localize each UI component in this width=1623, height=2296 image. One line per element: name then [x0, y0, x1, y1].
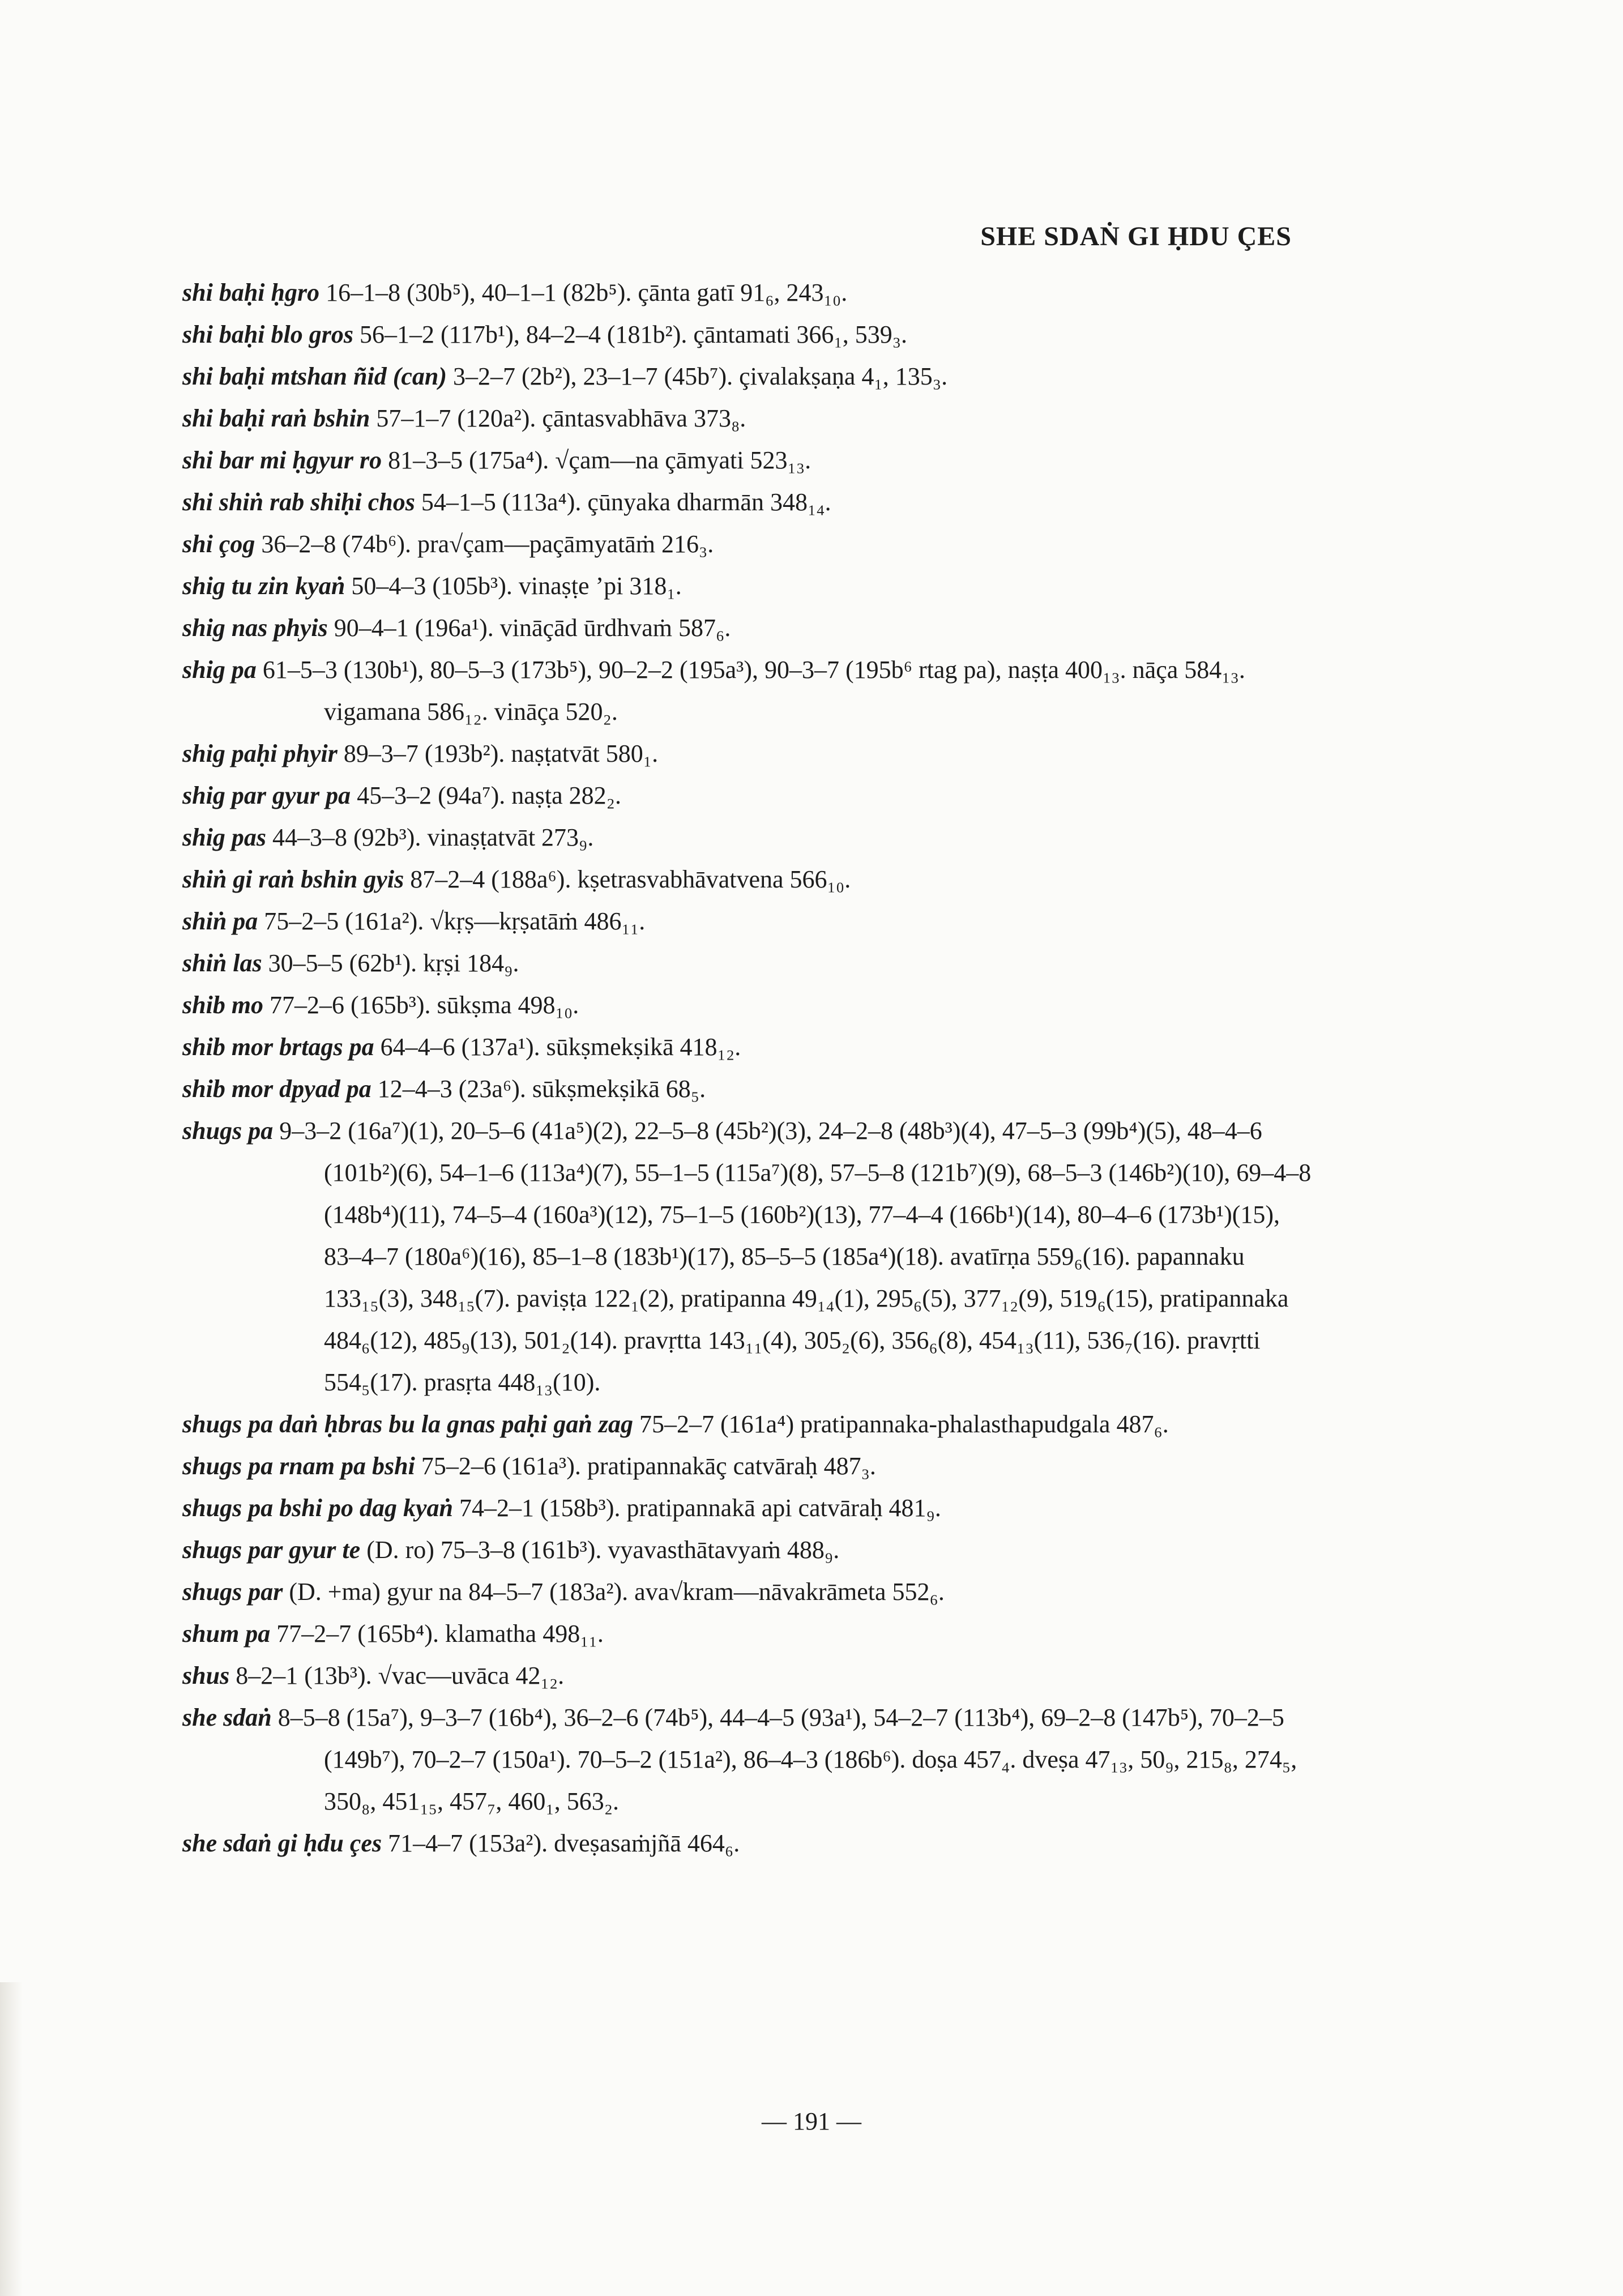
entry-term: shugs pa — [182, 1117, 274, 1145]
entry-term: shugs par — [182, 1578, 283, 1606]
entry-text: 44–3–8 (92b³). vinaṣṭatvāt 273₉. — [266, 823, 594, 851]
entry-text: 75–2–5 (161a²). √kṛṣ—kṛṣatāṁ 486₁₁. — [258, 907, 646, 935]
entry-term: shi baḥi ḥgro — [182, 279, 320, 306]
entry-term: shum pa — [182, 1620, 271, 1648]
entry — [182, 272, 1315, 314]
entry-text: 36–2–8 (74b⁶). pra√çam—paçāmyatāṁ 216₃. — [255, 530, 714, 558]
entry-term: shiṅ gi raṅ bshin gyis — [182, 865, 404, 893]
entry — [182, 984, 1315, 1026]
entry-term: shus — [182, 1662, 230, 1689]
entry-text: 12–4–3 (23a⁶). sūkṣmekṣikā 68₅. — [371, 1075, 706, 1103]
entry — [182, 1445, 1315, 1487]
entry — [182, 1487, 1315, 1529]
dictionary-entries — [182, 272, 1315, 1864]
entry — [182, 356, 1315, 398]
entry-text: 64–4–6 (137a¹). sūkṣmekṣikā 418₁₂. — [374, 1033, 741, 1061]
entry-term: shig pa — [182, 656, 257, 684]
entry-text: 77–2–6 (165b³). sūkṣma 498₁₀. — [263, 991, 579, 1019]
entry — [182, 1613, 1315, 1655]
entry — [182, 775, 1315, 817]
entry-term: shi baḥi blo gros — [182, 321, 353, 348]
entry-term: shugs pa bshi po dag kyaṅ — [182, 1494, 454, 1522]
entry-text: 75–2–7 (161a⁴) pratipannaka-phalasthapudgala 487₆. — [633, 1410, 1169, 1438]
entry-text: 9–3–2 (16a⁷)(1), 20–5–6 (41a⁵)(2), 22–5–8 (45b²)(3), 24–2–8 (48b³)(4), 47–5–3 (99b⁴)(5), 48–4–6 (101b²)(6), 54–1–6 (113a⁴)(7), 55–1–5 (115a⁷)(8), 57–5–8 (121b⁷)(9), 68–5–3 (146b²)(10), 69–4–8 (148b⁴)(11), 74–5–4 (160a³)(12), 75–1–5 (160b²)(13), 77–4–4 (166b¹)(14), 80–4–6 (173b¹)(15), 83–4–7 (180a⁶)(16), 85–1–8 (183b¹)(17), 85–5–5 (185a⁴)(18). avatīrṇa 559₆(16). papannaku 133₁₅(3), 348₁₅(7). paviṣṭa 122₁(2), pratipanna 49₁₄(1), 295₆(5), 377₁₂(9), 519₆(15), pratipannaka 484₆(12), 485₉(13), 501₂(14). pravṛtta 143₁₁(4), 305₂(6), 356₆(8), 454₁₃(11), 536₇(16). pravṛtti 554₅(17). prasṛta 448₁₃(10). — [273, 1117, 1312, 1396]
page-number: — 191 — — [762, 2107, 861, 2135]
entry — [182, 1697, 1315, 1823]
entry-text: 77–2–7 (165b⁴). klamatha 498₁₁. — [270, 1620, 604, 1648]
entry-text: 87–2–4 (188a⁶). kṣetrasvabhāvatvena 566₁₀. — [404, 865, 851, 893]
entry-text: 45–3–2 (94a⁷). naṣṭa 282₂. — [351, 782, 621, 809]
entry-term: shi çog — [182, 530, 255, 558]
entry — [182, 481, 1315, 523]
entry-term: shi shiṅ rab shiḥi chos — [182, 488, 415, 516]
entry — [182, 1110, 1315, 1403]
scan-edge — [0, 1982, 23, 2296]
entry-term: she sdaṅ gi ḥdu çes — [182, 1829, 382, 1857]
entry-text: 50–4–3 (105b³). vinaṣṭe ’pi 318₁. — [345, 572, 682, 600]
entry-term: shugs pa rnam pa bshi — [182, 1452, 415, 1480]
entry-term: shig nas phyis — [182, 614, 328, 642]
entry-text: 8–2–1 (13b³). √vac—uvāca 42₁₂. — [229, 1662, 565, 1689]
entry — [182, 1403, 1315, 1445]
entry-text: 74–2–1 (158b³). pratipannakā api catvāraḥ 481₉. — [453, 1494, 941, 1522]
entry — [182, 817, 1315, 859]
entry — [182, 733, 1315, 775]
running-header: SHE SDAṄ GI ḤDU ÇES — [980, 221, 1292, 251]
entry-term: shig paḥi phyir — [182, 740, 338, 767]
entry — [182, 1068, 1315, 1110]
entry-text: (D. +ma) gyur na 84–5–7 (183a²). ava√kram—nāvakrāmeta 552₆. — [283, 1578, 945, 1606]
entry-term: shig tu zin kyaṅ — [182, 572, 345, 600]
entry-text: 8–5–8 (15a⁷), 9–3–7 (16b⁴), 36–2–6 (74b⁵), 44–4–5 (93a¹), 54–2–7 (113b⁴), 69–2–8 (147b⁵), 70–2–5 (149b⁷), 70–2–7 (150a¹). 70–5–2 (151a²), 86–4–3 (186b⁶). doṣa 457₄. dveṣa 47₁₃, 50₉, 215₈, 274₅, 350₈, 451₁₅, 457₇, 460₁, 563₂. — [271, 1704, 1297, 1815]
entry-term: shi bar mi ḥgyur ro — [182, 446, 382, 474]
entry-term: shig par gyur pa — [182, 782, 351, 809]
entry-text: 89–3–7 (193b²). naṣṭatvāt 580₁. — [337, 740, 659, 767]
entry — [182, 439, 1315, 481]
entry-term: shib mor brtags pa — [182, 1033, 374, 1061]
entry-term: shib mor dpyad pa — [182, 1075, 371, 1103]
entry — [182, 607, 1315, 649]
entry-text: (D. ro) 75–3–8 (161b³). vyavasthātavyaṁ 488₉. — [360, 1536, 840, 1564]
entry-text: 54–1–5 (113a⁴). çūnyaka dharmān 348₁₄. — [415, 488, 831, 516]
entry-term: shugs pa daṅ ḥbras bu la gnas paḥi gaṅ zag — [182, 1410, 633, 1438]
entry — [182, 398, 1315, 439]
entry-text: 71–4–7 (153a²). dveṣasaṁjñā 464₆. — [382, 1829, 740, 1857]
entry-term: shi baḥi raṅ bshin — [182, 404, 370, 432]
entry — [182, 314, 1315, 356]
entry — [182, 523, 1315, 565]
entry-text: 57–1–7 (120a²). çāntasvabhāva 373₈. — [370, 404, 746, 432]
entry-text: 90–4–1 (196a¹). vināçād ūrdhvaṁ 587₆. — [327, 614, 731, 642]
entry — [182, 1655, 1315, 1697]
entry-term: shiṅ las — [182, 949, 262, 977]
entry-term: shi baḥi mtshan ñid (can) — [182, 362, 447, 390]
entry-text: 81–3–5 (175a⁴). √çam—na çāmyati 523₁₃. — [382, 446, 812, 474]
entry — [182, 859, 1315, 901]
entry-term: shig pas — [182, 823, 266, 851]
entry — [182, 649, 1315, 733]
entry-term: shib mo — [182, 991, 264, 1019]
entry-text: 16–1–8 (30b⁵), 40–1–1 (82b⁵). çānta gatī 91₆, 243₁₀. — [319, 279, 848, 306]
entry — [182, 1026, 1315, 1068]
entry — [182, 1823, 1315, 1864]
entry-term: she sdaṅ — [182, 1704, 272, 1731]
entry-text: 75–2–6 (161a³). pratipannakāç catvāraḥ 487₃. — [415, 1452, 876, 1480]
entry — [182, 901, 1315, 942]
entry — [182, 1571, 1315, 1613]
entry-text: 56–1–2 (117b¹), 84–2–4 (181b²). çāntamati 366₁, 539₃. — [353, 321, 908, 348]
entry — [182, 565, 1315, 607]
entry-term: shiṅ pa — [182, 907, 258, 935]
entry — [182, 942, 1315, 984]
entry-term: shugs par gyur te — [182, 1536, 361, 1564]
entry — [182, 1529, 1315, 1571]
entry-text: 61–5–3 (130b¹), 80–5–3 (173b⁵), 90–2–2 (195a³), 90–3–7 (195b⁶ rtag pa), naṣṭa 400₁₃. nāça 584₁₃. vigamana 586₁₂. vināça 520₂. — [256, 656, 1245, 725]
entry-text: 30–5–5 (62b¹). kṛṣi 184₉. — [262, 949, 519, 977]
entry-text: 3–2–7 (2b²), 23–1–7 (45b⁷). çivalakṣaṇa 4₁, 135₃. — [447, 362, 948, 390]
